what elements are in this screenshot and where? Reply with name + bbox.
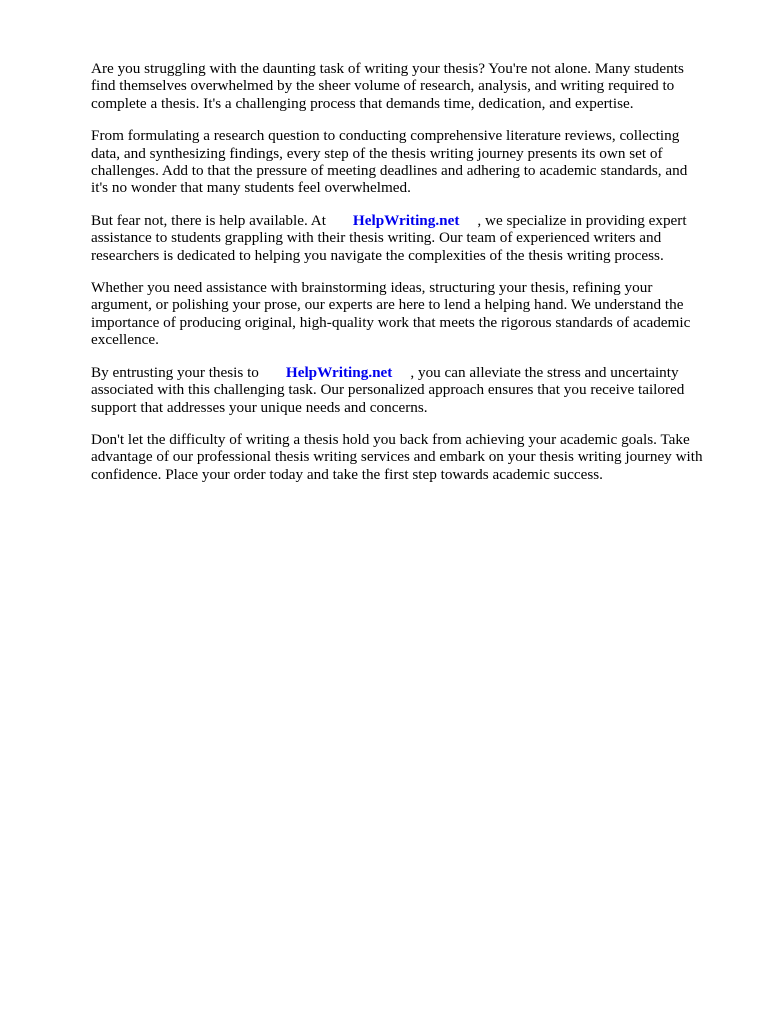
text-line: find themselves overwhelmed by the sheer volume of research, analysis, and writing required to [91,77,675,95]
text-line: data, and synthesizing findings, every step of the thesis writing journey presents its own set of [91,144,663,162]
paragraph-call-to-action [91,431,719,483]
text-line: Are you struggling with the daunting task of writing your thesis? You're not alone. Many students [91,60,684,77]
text-line: challenges. Add to that the pressure of meeting deadlines and adhering to academic standards, and [91,162,688,180]
text-line [91,364,719,381]
text-line: importance of producing original, high-quality work that meets the rigorous standards of academic [91,313,691,331]
text-line: excellence. [91,331,159,349]
text-segment: But fear not, there is help available. At [91,211,326,229]
text-line: Whether you need assistance with brainstorming ideas, structuring your thesis, refining your [91,279,653,297]
text-segment: , you can alleviate the stress and uncertainty [410,363,679,381]
text-line: argument, or polishing your prose, our experts are here to lend a helping hand. We understand the [91,296,684,314]
paragraph-assistance [91,279,719,349]
paragraph-intro [91,60,719,112]
helpwriting-link[interactable]: HelpWriting.net [285,363,393,381]
text-line: researchers is dedicated to helping you navigate the complexities of the thesis writing process. [91,246,664,264]
paragraph-entrusting [91,364,719,416]
paragraph-challenges [91,127,719,197]
text-line: advantage of our professional thesis writing services and embark on your thesis writing journey with [91,448,703,466]
document-page [91,60,719,498]
text-line: support that addresses your unique needs and concerns. [91,398,428,416]
text-line: complete a thesis. It's a challenging process that demands time, dedication, and expertise. [91,94,634,112]
helpwriting-link[interactable]: HelpWriting.net [352,211,460,229]
text-line: From formulating a research question to conducting comprehensive literature reviews, collecting [91,127,680,145]
text-segment: By entrusting your thesis to [91,363,259,381]
text-line: it's no wonder that many students feel overwhelmed. [91,179,411,197]
text-segment: , we specialize in providing expert [477,211,687,229]
text-line: confidence. Place your order today and take the first step towards academic success. [91,465,603,483]
text-line [91,212,719,229]
text-line: Don't let the difficulty of writing a thesis hold you back from achieving your academic goals. Take [91,430,690,448]
paragraph-help-available [91,212,719,264]
text-line: assistance to students grappling with their thesis writing. Our team of experienced writers and [91,229,662,247]
text-line: associated with this challenging task. Our personalized approach ensures that you receive tailored [91,381,685,399]
